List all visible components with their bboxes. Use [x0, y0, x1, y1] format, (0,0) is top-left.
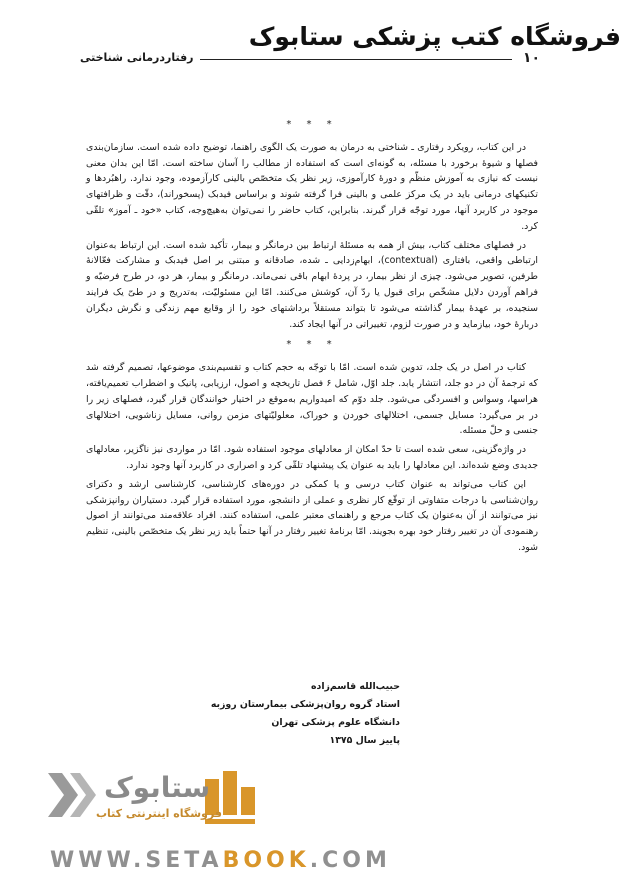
site-url: [50, 848, 391, 873]
header-rule: [200, 59, 512, 60]
running-head: [80, 50, 540, 72]
author-name: حبیب‌الله قاسم‌زاده: [310, 681, 400, 692]
url-part-left: WWW.SETA: [50, 848, 223, 873]
url-part-accent: BOOK: [222, 848, 310, 873]
brand-title: فروشگاه کتب پزشکی ستابوک: [248, 22, 621, 51]
paragraph: این کتاب می‌تواند به عنوان کتاب درسی و یا کمکی در دوره‌های کارشناسی، کارشناسی ارشد و دکترای روان‌شناسی با درجات متفاوتی از توقّع کار نظری و عملی از دانشجو، مورد استفاده قرار گیرد. دستیاران روانپزشکی نیز می‌توانند از آن به‌عنوان یک کتاب مرجع و راهنمای معتبر علمی، استفاده کنند. افراد علاقه‌مند می‌توانند از اصول رهنمودی آن در تغییر رفتار خود بهره بجویند. امّا برنامهٔ تغییر رفتار در آنها حتماً باید زیر نظر یک متخصّص بالینی، تنظیم شود.: [86, 478, 538, 553]
body-text: [86, 112, 538, 559]
author-university: دانشگاه علوم پزشکی تهران: [271, 717, 400, 728]
setabook-logo: [40, 765, 290, 835]
author-date: پاییز سال ۱۳۷۵: [329, 735, 400, 746]
author-signature: [200, 678, 400, 750]
paragraph: در فصلهای مختلف کتاب، بیش از همه به مسئلهٔ ارتباط بین درمانگر و بیمار، تأکید شده است. این ارتباط به‌عنوان ارتباطی واقعی، بافتاری (contextual)، ابهام‌زدایی ـ شده، صادقانه و مبتنی بر اصل فیدبک و مشارکت فعّالانهٔ طرفین، تصویر می‌شود. چیزی از نظر بیمار، در پردهٔ ابهام باقی نمی‌ماند. درمانگر و بیمار، هر دو، در طرح فرضیّه و فراهم آوردن دلایل مشخّص برای قبول یا ردّ آن، کوشش می‌کنند. امّا این مسئولیّت، به‌تدریج و در طیّ یک فرایند سنجیده، بر عهدهٔ بیمار گذاشته می‌شود تا بتواند مستقلاً برداشتهای خود را از وقایع مهم زندگی و نگرش دیگران دربارهٔ خود، بیازماید و در صورت لزوم، تغییراتی در آنها ایجاد کند.: [86, 239, 538, 330]
section-separator: * * *: [286, 119, 338, 130]
logo-subtitle: فروشگاه اینترنتی کتاب: [96, 807, 222, 820]
logo-text: ستابوک: [104, 771, 211, 804]
section-separator: * * *: [286, 339, 338, 351]
running-title: رفتاردرمانی شناختی: [80, 51, 194, 64]
paragraph: در واژه‌گزینی، سعی شده است تا حدّ امکان از معادلهای موجود استفاده شود. امّا در مواردی نیز ناگزیر، معادلهای جدیدی وضع شده‌اند. این معادلها را باید به عنوان یک پیشنهاد تلقّی کرد و اصراری در کاربرد آنها وجود ندارد.: [86, 444, 538, 471]
paragraph: کتاب در اصل در یک جلد، تدوین شده است. امّا با توجّه به حجم کتاب و تقسیم‌بندی موضوعها، تصمیم گرفته شد که ترجمهٔ آن در دو جلد، انتشار یابد. جلد اوّل، شامل ۶ فصل تاریخچه و اصول، ارزیابی، پانیک و اضطراب تعمیم‌یافته، هراسها، وسواس و افسردگی می‌شود. جلد دوّم که امیدواریم به‌موقع در اختیار خوانندگان قرار گیرد، فصلهای زیر را در بر می‌گیرد: مسایل جسمی، اختلالهای خوردن و خوراک، معلولیّتهای مزمن روانی، مسایل زناشویی، اختلالهای جنسی و حلّ مسئله.: [86, 362, 538, 437]
page-number: ۱۰: [522, 50, 540, 66]
paragraph: در این کتاب، رویکرد رفتاری ـ شناختی به درمان به صورت یک الگوی راهنما، توضیح داده شده است. سازمان‌بندی فصلها و شیوهٔ برخورد با مسئله، به گونه‌ای است که استفاده از مطالب را آسان ساخته است. امّا این بدان معنی نیست که نیازی به آموزش منظّم و دورهٔ کارآموزی، زیر نظر یک متخصّص بالینی کارآزموده، وجود ندارد. راهبُردها و تکنیکهای درمانی باید در یک مرکز علمی و بالینی فرا گرفته شوند و براساس فیدبک (پسخوراند)، دقّت و ظرافتهای موجود در کاربرد آنها، مورد توجّه قرار گیرند. بنابراین، کتاب حاضر را نمی‌توان به‌هیچ‌وجه، کتاب «خود ـ آموز» تلقّی کرد.: [86, 141, 538, 232]
url-part-right: .COM: [309, 848, 391, 873]
author-title: استاد گروه روان‌پزشکی بیمارستان روزبه: [210, 699, 400, 710]
